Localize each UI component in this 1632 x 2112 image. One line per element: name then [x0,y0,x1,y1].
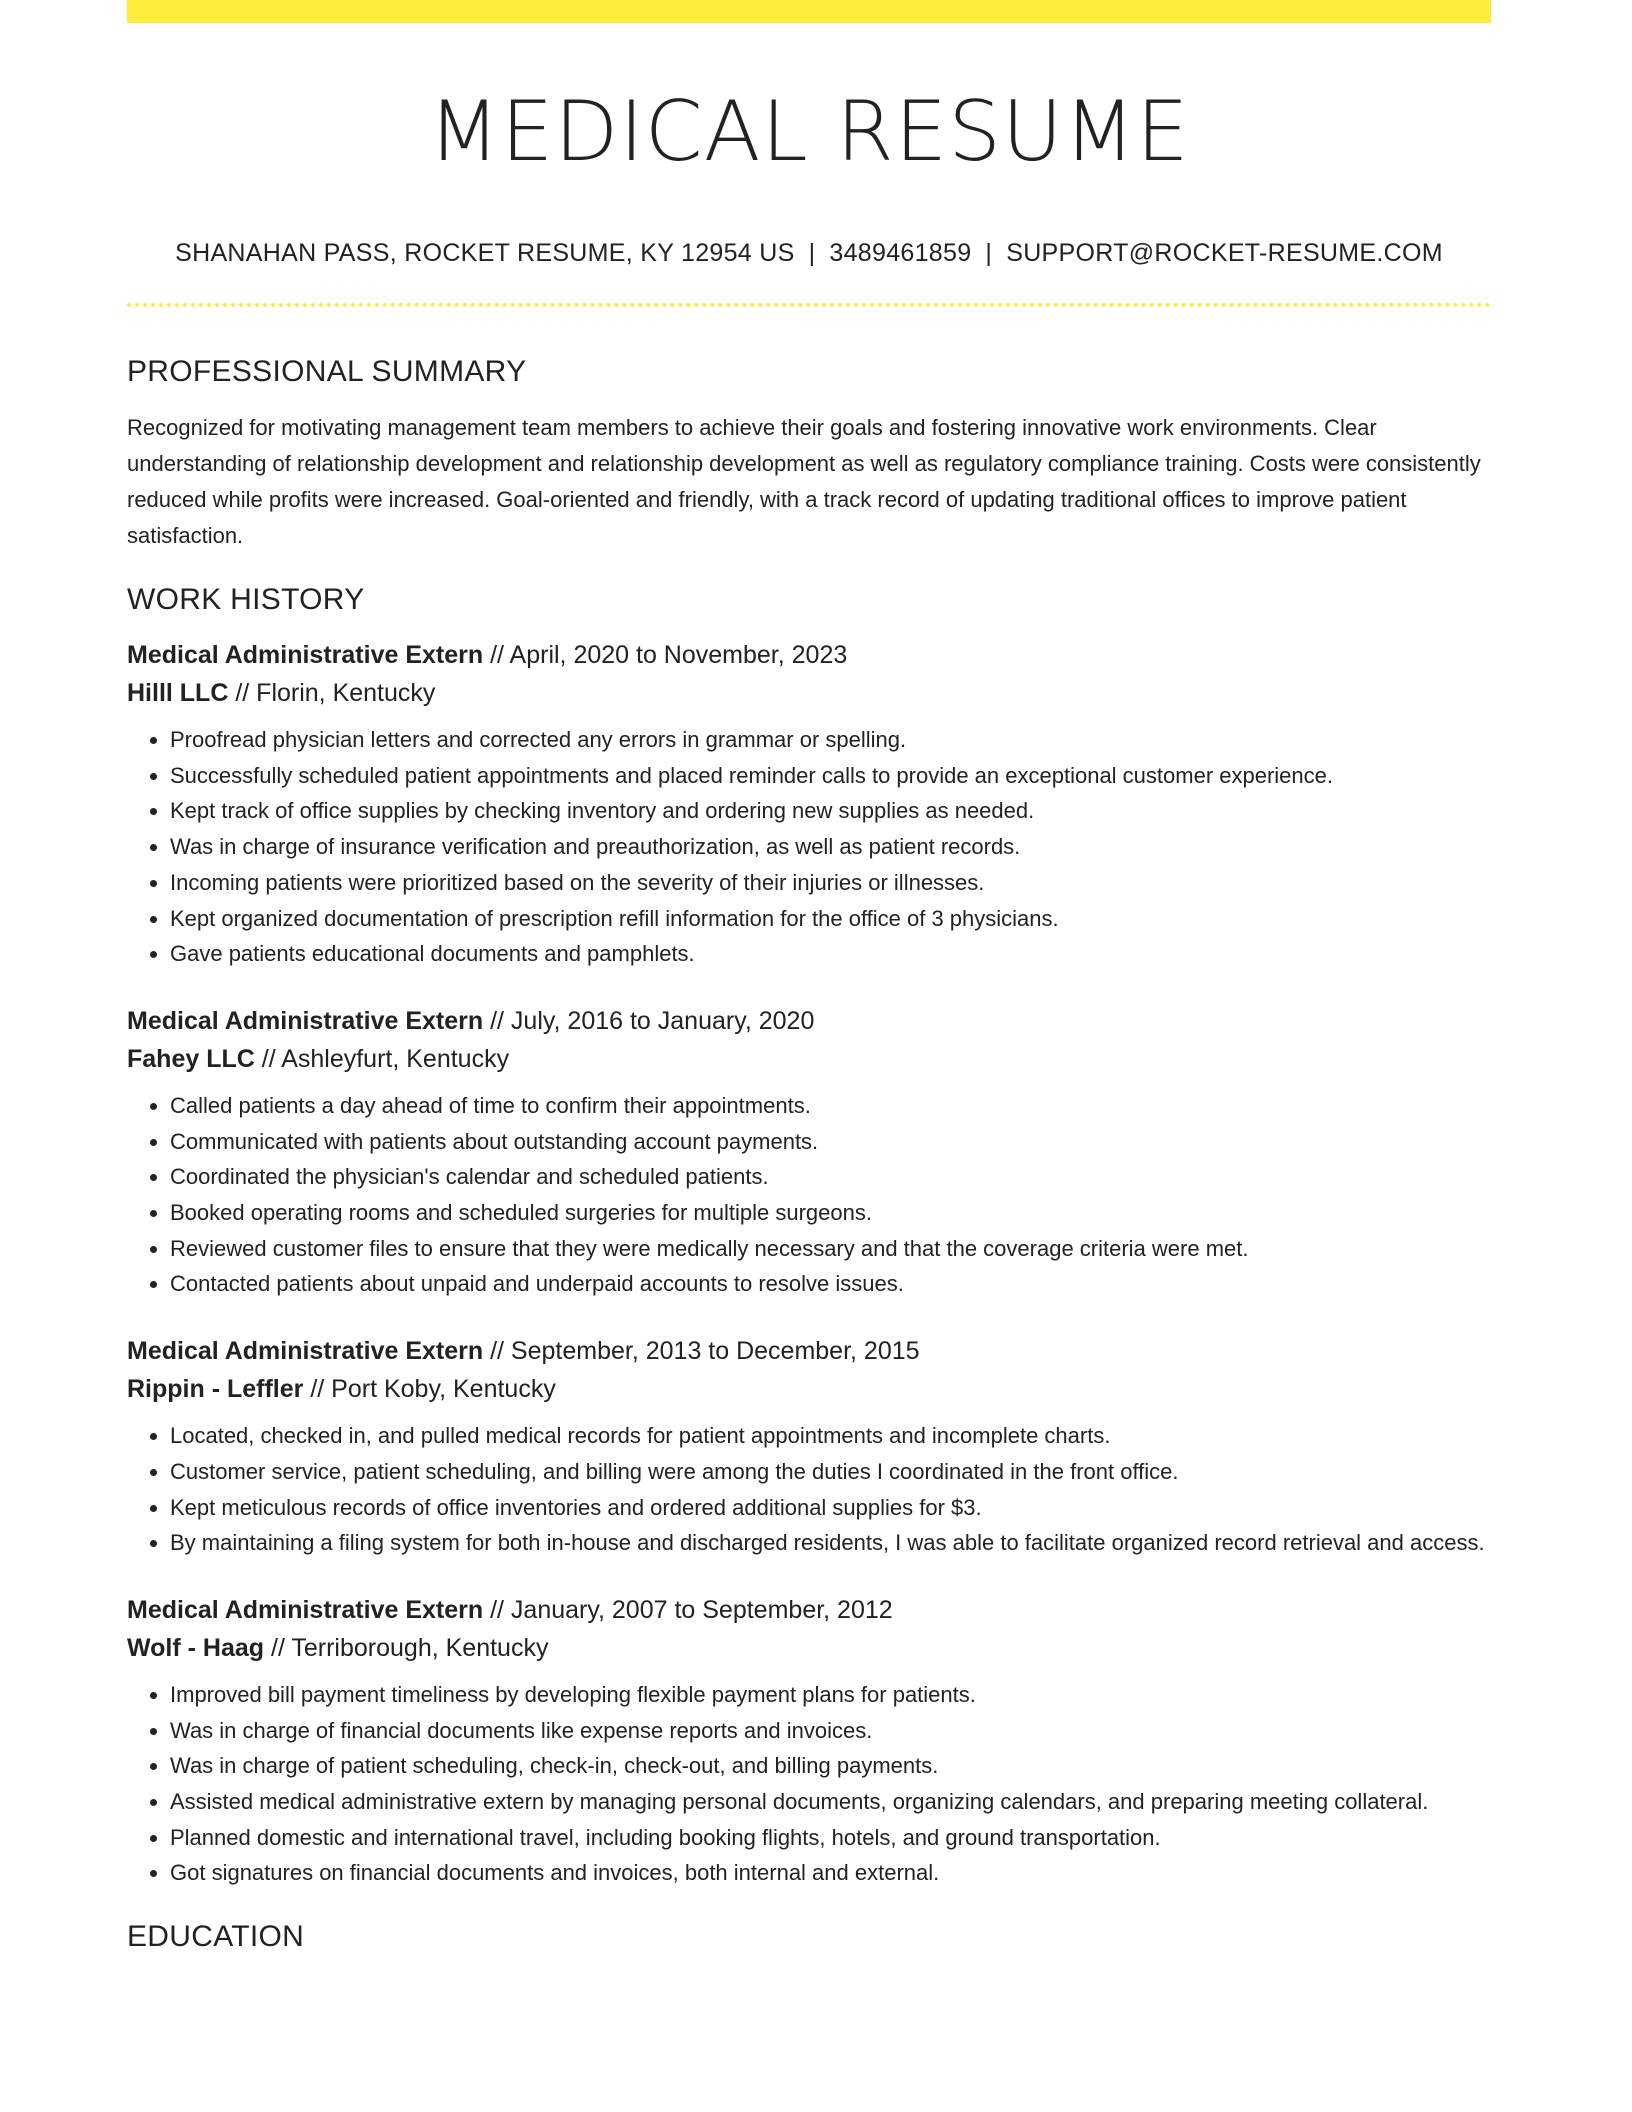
job-location: // Ashleyfurt, Kentucky [254,1044,510,1073]
bullet-item: • Kept meticulous records of office inventories and ordered additional supplies for $3. [170,1490,1491,1526]
job-title-line [127,636,1491,674]
job-company: Wolf - Haag [127,1633,265,1662]
summary-heading: PROFESSIONAL SUMMARY [127,355,527,388]
job-bullets [127,1418,1491,1561]
bullet-item: • Reviewed customer files to ensure that they were medically necessary and that the coverage criteria were met. [170,1231,1491,1267]
job-title-line [127,1002,1491,1040]
job-bullets [127,722,1491,972]
job-entry [127,636,1491,972]
bullet-item: • Communicated with patients about outstanding account payments. [170,1124,1491,1160]
job-company-line [127,1629,1491,1667]
job-location: // Florin, Kentucky [228,679,436,707]
job-dates: // September, 2013 to December, 2015 [483,1337,920,1366]
bullet-item: • Was in charge of insurance verification and preauthorization, as well as patient records. [170,829,1491,865]
job-entry [127,1002,1491,1302]
contact-address: SHANAHAN PASS, ROCKET RESUME, KY 12954 US [175,239,795,267]
bullet-item: • Planned domestic and international travel, including booking flights, hotels, and ground transportation. [170,1820,1491,1856]
bullet-item: • Contacted patients about unpaid and underpaid accounts to resolve issues. [170,1266,1491,1302]
job-company: Fahey LLC [127,1044,255,1073]
bullet-item: • Booked operating rooms and scheduled surgeries for multiple surgeons. [170,1195,1491,1231]
bullet-item: • Successfully scheduled patient appointments and placed reminder calls to provide an exceptional customer experience. [170,758,1491,794]
bullet-item: • Proofread physician letters and corrected any errors in grammar or spelling. [170,722,1491,758]
bullet-item: • Improved bill payment timeliness by developing flexible payment plans for patients. [170,1677,1491,1713]
bullet-item: • Was in charge of patient scheduling, check-in, check-out, and billing payments. [170,1748,1491,1784]
bullet-item: • Got signatures on financial documents and invoices, both internal and external. [170,1855,1491,1891]
resume-title: MEDICAL RESUME [428,83,1190,180]
job-company: Hilll LLC [127,679,229,707]
education-heading: EDUCATION [127,1920,305,1954]
contact-separator: | [808,239,816,267]
job-bullets [127,1088,1491,1302]
bullet-item: • Kept track of office supplies by checking inventory and ordering new supplies as needed. [170,793,1491,829]
job-dates: // January, 2007 to September, 2012 [483,1595,893,1624]
bullet-item: • Was in charge of financial documents like expense reports and invoices. [170,1713,1491,1749]
bullet-item: • Incoming patients were prioritized based on the severity of their injuries or illnesses. [170,865,1491,901]
accent-bar [127,0,1491,23]
job-title-line [127,1591,1491,1629]
job-bullets [127,1677,1491,1891]
job-title: Medical Administrative Extern [127,1006,484,1035]
job-location: // Terriborough, Kentucky [264,1633,549,1662]
bullet-item: • Called patients a day ahead of time to confirm their appointments. [170,1088,1491,1124]
job-company: Rippin - Leffler [127,1375,304,1404]
job-title-line [127,1332,1491,1370]
bullet-item: • Gave patients educational documents and pamphlets. [170,936,1491,972]
bullet-item: • Located, checked in, and pulled medical records for patient appointments and incomplete charts. [170,1418,1491,1454]
work-history-heading: WORK HISTORY [127,583,365,616]
bullet-item: • Kept organized documentation of prescription refill information for the office of 3 physicians. [170,901,1491,937]
contact-line [127,236,1491,270]
job-title: Medical Administrative Extern [127,1337,484,1366]
job-company-line [127,1040,1491,1078]
job-entry [127,1591,1491,1891]
job-dates: // July, 2016 to January, 2020 [483,1006,815,1035]
contact-email: SUPPORT@ROCKET-RESUME.COM [1006,239,1443,267]
bullet-item: • Coordinated the physician's calendar and scheduled patients. [170,1159,1491,1195]
contact-phone: 3489461859 [829,239,972,267]
job-company-line [127,1370,1491,1408]
dotted-divider [127,303,1491,307]
job-title: Medical Administrative Extern [127,641,484,669]
job-entry [127,1332,1491,1561]
job-location: // Port Koby, Kentucky [303,1375,556,1404]
bullet-item: • By maintaining a filing system for both in-house and discharged residents, I was able to facilitate organized record retrieval and access. [170,1525,1491,1561]
resume-content [127,348,1491,1961]
bullet-item: • Customer service, patient scheduling, and billing were among the duties I coordinated in the front office. [170,1454,1491,1490]
job-dates: // April, 2020 to November, 2023 [483,641,848,669]
contact-separator: | [985,239,993,267]
bullet-item: • Assisted medical administrative extern by managing personal documents, organizing calendars, and preparing meeting collateral. [170,1784,1491,1820]
job-company-line [127,674,1491,712]
job-title: Medical Administrative Extern [127,1595,484,1624]
summary-text: Recognized for motivating management team members to achieve their goals and fostering innovative work environments. Clear understanding of relationship development and relationship development as well as regulatory compliance training. Costs were consistently reduced while profits were increased. Goal-oriented and friendly, with a track record of updating traditional offices to improve patient satisfaction. [127,415,1481,548]
